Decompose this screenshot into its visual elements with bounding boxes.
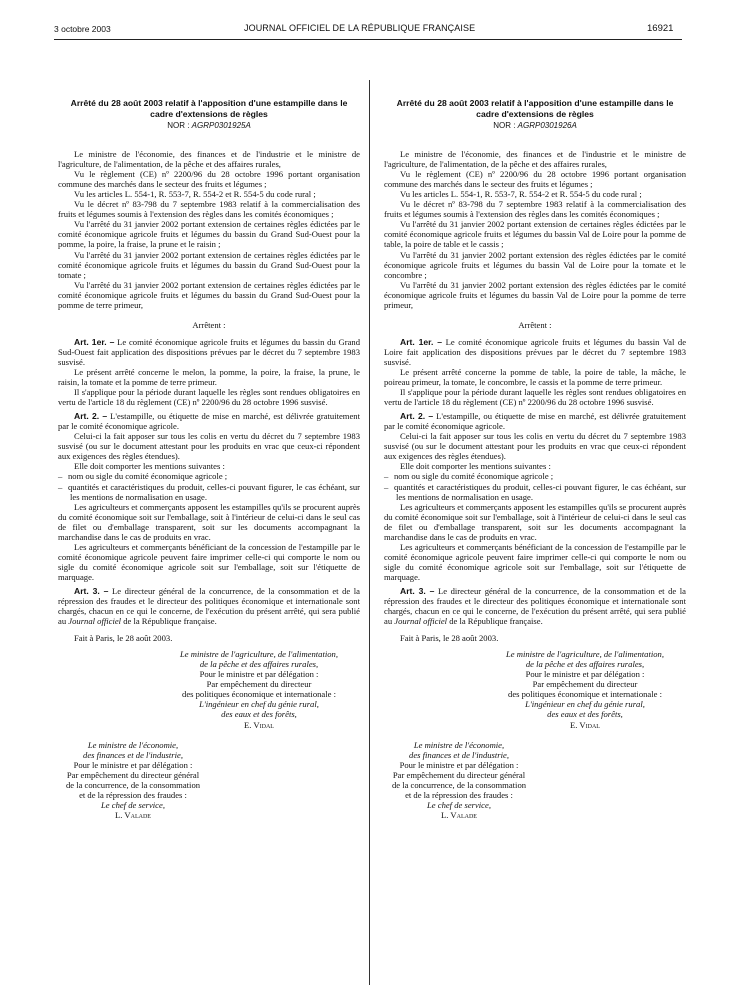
sig-line: de la pêche et des affaires rurales, bbox=[525, 659, 645, 670]
article-3-label: Art. 3. – bbox=[400, 585, 435, 596]
sig-line: L'ingénieur en chef du génie rural, bbox=[525, 699, 645, 710]
visas bbox=[384, 149, 686, 310]
article-1-text: Le comité économique agricole fruits et légumes du bassin du Grand Sud-Ouest fait application des dispositions prévues par le décret du 7 septembre 1983 susvisé. bbox=[58, 336, 360, 367]
issue-date: 3 octobre 2003 bbox=[54, 24, 111, 34]
article-2-para-2: Celui-ci la fait apposer sur tous les colis en vertu du décret du 7 septembre 1983 susvisé (ou sur le document attestant pour les produits en vrac que ceux-ci répondent aux exigences des règles étendues). bbox=[58, 431, 360, 462]
article-1 bbox=[58, 337, 360, 367]
sig-line: de la concurrence, de la consommation bbox=[65, 779, 201, 790]
sig-line: de la pêche et des affaires rurales, bbox=[199, 659, 319, 670]
article-1 bbox=[384, 337, 686, 367]
visa-paragraph: Vu l'arrêté du 31 janvier 2002 portant extension de certaines règles édictées par le comité économique agricole fruits et légumes du bassin du Grand Sud-Ouest pour la tomate ; bbox=[58, 249, 360, 280]
sig-line: Par empêchement du directeur général bbox=[392, 769, 526, 780]
decree-title: Arrêté du 28 août 2003 relatif à l'apposition d'une estampille dans le cadre d'extensions de règles bbox=[396, 98, 674, 119]
nor-label: NOR : bbox=[167, 121, 190, 130]
mention-item: – quantités et caractéristiques du produit, celles-ci pouvant figurer, le cas échéant, sur les mentions de normalisation en usage. bbox=[384, 481, 686, 502]
visa-paragraph: Vu l'arrêté du 31 janvier 2002 portant extension des règles édictées par le comité économique agricole fruits et légumes du bassin Val de Loire pour la tomate et le concombre ; bbox=[384, 249, 686, 280]
sig-line: des eaux et des forêts, bbox=[547, 709, 623, 720]
article-2 bbox=[58, 411, 360, 431]
visa-paragraph: Vu le règlement (CE) nº 2200/96 du 28 octobre 1996 portant organisation commune des marchés dans le secteur des fruits et légumes ; bbox=[384, 169, 686, 190]
sig-line: Le ministre de l'économie, bbox=[413, 739, 505, 750]
article-2-text: L'estampille, ou étiquette de mise en marché, est délivrée gratuitement par le comité économique agricole. bbox=[384, 411, 686, 432]
mention-item-text: quantités et caractéristiques du produit, celles-ci pouvant figurer, le cas échéant, sur les mentions de normalisation en usage. bbox=[394, 481, 686, 502]
arretent: Arrêtent : bbox=[518, 319, 552, 330]
column-divider bbox=[369, 80, 370, 985]
article-2-para-4: Les agriculteurs et commerçants apposent les estampilles qu'ils se procurent auprès du comité économique soit sur l'emballage, soit à l'intérieur de celui-ci dans le seul cas de filet ou d'emballage transparent, soit sur les documents accompagnant la marchandise dans le cas de produits en vrac. bbox=[384, 501, 687, 542]
article-3-end: de la République française. bbox=[123, 616, 217, 627]
nor-label: NOR : bbox=[493, 121, 516, 130]
sig-line: Le ministre de l'agriculture, de l'alimentation, bbox=[180, 649, 338, 660]
visa-paragraph: Vu l'arrêté du 31 janvier 2002 portant extension de certaines règles édictées par le comité économique agricole fruits et légumes du bassin du Grand Sud-Ouest pour la pomme de terre primeur, bbox=[58, 279, 360, 310]
sig-line: de la concurrence, de la consommation bbox=[391, 779, 527, 790]
mention-item-text: nom ou sigle du comité économique agricole ; bbox=[394, 471, 554, 482]
signatory-name: E. Vidal bbox=[244, 719, 274, 730]
sig-line: des politiques économique et internationale : bbox=[182, 689, 336, 700]
sig-line: Pour le ministre et par délégation : bbox=[399, 759, 519, 770]
visa-paragraph: Le ministre de l'économie, des finances et de l'industrie et le ministre de l'agriculture, de l'alimentation, de la pêche et des affaires rurales, bbox=[384, 149, 686, 170]
visa-paragraph: Vu les articles L. 554-1, R. 553-7, R. 554-2 et R. 554-5 du code rural ; bbox=[74, 189, 316, 200]
sig-line: Pour le ministre et par délégation : bbox=[73, 759, 193, 770]
article-3-text: Le directeur général de la concurrence, de la consommation et de la répression des fraudes et le directeur des politiques économique et internationale sont chargés, chacun en ce qui le concerne, de l'exécution du présent arrêté, qui sera publié au bbox=[384, 585, 686, 627]
signatory-name: E. Vidal bbox=[570, 719, 600, 730]
sig-line: Le ministre de l'économie, bbox=[87, 739, 179, 750]
sig-line: Pour le ministre et par délégation : bbox=[525, 669, 645, 680]
article-2-para-2: Celui-ci la fait apposer sur tous les colis en vertu du décret du 7 septembre 1983 susvisé (ou sur le document attestant pour les produits en vrac que ceux-ci répondent aux exigences des règles étendues). bbox=[384, 431, 686, 462]
article-1-para-2: Le présent arrêté concerne la pomme de table, la poire de table, la mâche, le poireau primeur, la tomate, le concombre, le cassis et la pomme de terre primeur. bbox=[384, 366, 686, 388]
arretent: Arrêtent : bbox=[192, 319, 226, 330]
article-2-para-3: Elle doit comporter les mentions suivantes : bbox=[400, 461, 551, 472]
signature-date: Fait à Paris, le 28 août 2003. bbox=[74, 633, 173, 644]
signature-block-agriculture bbox=[484, 649, 686, 729]
sig-line: L'ingénieur en chef du génie rural, bbox=[199, 699, 319, 710]
nor-code: AGRP0301926A bbox=[517, 121, 577, 130]
article-2-label: Art. 2. – bbox=[400, 411, 434, 422]
visa-paragraph: Le ministre de l'économie, des finances et de l'industrie et le ministre de l'agriculture, de l'alimentation, de la pêche et des affaires rurales, bbox=[58, 149, 360, 170]
visa-paragraph: Vu le règlement (CE) nº 2200/96 du 28 octobre 1996 portant organisation commune des marchés dans le secteur des fruits et légumes ; bbox=[58, 169, 360, 190]
visa-paragraph: Vu le décret nº 83-798 du 7 septembre 1983 relatif à la commercialisation des fruits et légumes soumis à l'extension des règles dans les comités économiques ; bbox=[58, 199, 360, 220]
article-3-end: de la République française. bbox=[449, 616, 543, 627]
signature-block-economie bbox=[58, 740, 208, 820]
mention-item: – nom ou sigle du comité économique agricole ; bbox=[384, 471, 554, 482]
decree-title: Arrêté du 28 août 2003 relatif à l'apposition d'une estampille dans le cadre d'extensions de règles bbox=[70, 98, 348, 119]
mention-item-text: nom ou sigle du comité économique agricole ; bbox=[68, 471, 228, 482]
article-2-para-4: Les agriculteurs et commerçants apposent les estampilles qu'ils se procurent auprès du comité économique soit sur l'emballage, soit à l'intérieur de celui-ci dans le seul cas de filet ou d'emballage transparent, soit sur les documents accompagnant la marchandise dans le cas de produits en vrac. bbox=[58, 501, 361, 542]
sig-line: Le ministre de l'agriculture, de l'alimentation, bbox=[506, 649, 664, 660]
sig-line: Par empêchement du directeur général bbox=[66, 769, 200, 780]
nor-reference bbox=[384, 121, 686, 131]
article-2-para-3: Elle doit comporter les mentions suivantes : bbox=[74, 461, 225, 472]
article-2 bbox=[384, 411, 686, 431]
mention-item: – nom ou sigle du comité économique agricole ; bbox=[58, 471, 228, 482]
sig-line: des eaux et des forêts, bbox=[221, 709, 297, 720]
article-3 bbox=[384, 586, 686, 626]
left-column bbox=[58, 98, 360, 820]
article-2-para-5: Les agriculteurs et commerçants bénéficiant de la concession de l'estampille par le comité économique agricole peuvent faire imprimer celle-ci qui comporte le nom ou sigle du comité économique agricole soit sur l'emballage, soit sur l'étiquette de marquage. bbox=[384, 541, 686, 582]
sig-line: Par empêchement du directeur bbox=[206, 679, 312, 690]
article-1-text: Le comité économique agricole fruits et légumes du bassin Val de Loire fait application des dispositions prévues par le décret du 7 septembre 1983 susvisé. bbox=[384, 336, 687, 367]
signature-block-economie bbox=[384, 740, 534, 820]
visa-paragraph: Vu l'arrêté du 31 janvier 2002 portant extension des règles édictées par le comité économique agricole fruits et légumes du bassin Val de Loire pour la pomme de terre primeur, bbox=[384, 279, 686, 310]
article-3-text: Le directeur général de la concurrence, de la consommation et de la répression des fraudes et le directeur des politiques économique et internationale sont chargés, chacun en ce qui le concerne, de l'exécution du présent arrêté, qui sera publié au bbox=[58, 585, 360, 627]
signature-date: Fait à Paris, le 28 août 2003. bbox=[400, 633, 499, 644]
sig-line: Le chef de service, bbox=[101, 799, 165, 810]
visas bbox=[58, 149, 360, 310]
sig-line: Par empêchement du directeur bbox=[532, 679, 638, 690]
nor-reference bbox=[58, 121, 360, 131]
article-2-text: L'estampille, ou étiquette de mise en marché, est délivrée gratuitement par le comité économique agricole. bbox=[58, 411, 360, 432]
mention-item-text: quantités et caractéristiques du produit, celles-ci pouvant figurer, le cas échéant, sur les mentions de normalisation en usage. bbox=[68, 481, 360, 502]
sig-line: des finances et de l'industrie, bbox=[409, 749, 509, 760]
article-1-label: Art. 1er. – bbox=[74, 336, 115, 347]
sig-line: des finances et de l'industrie, bbox=[83, 749, 183, 760]
sig-line: et de la répression des fraudes : bbox=[79, 789, 187, 800]
article-1-para-2: Le présent arrêté concerne le melon, la pomme, la poire, la fraise, la prune, le raisin, la tomate et la pomme de terre primeur. bbox=[58, 366, 360, 388]
page-header bbox=[0, 22, 748, 38]
article-3 bbox=[58, 586, 360, 626]
header-rule bbox=[54, 39, 682, 40]
visa-paragraph: Vu les articles L. 554-1, R. 553-7, R. 554-2 et R. 554-5 du code rural ; bbox=[400, 189, 642, 200]
visa-paragraph: Vu le décret nº 83-798 du 7 septembre 1983 relatif à la commercialisation des fruits et légumes soumis à l'extension des règles dans les comités économiques ; bbox=[384, 199, 686, 220]
article-3-label: Art. 3. – bbox=[74, 585, 109, 596]
page-number: 16921 bbox=[647, 23, 674, 34]
visa-paragraph: Vu l'arrêté du 31 janvier 2002 portant extension de certaines règles édictées par le comité économique agricole fruits et légumes du bassin du Grand Sud-Ouest pour la pomme, la poire, la fraise, la prune et le raisin ; bbox=[58, 219, 360, 250]
article-2-para-5: Les agriculteurs et commerçants bénéficiant de la concession de l'estampille par le comité économique agricole peuvent faire imprimer celle-ci qui comporte le nom ou sigle du comité économique agricole soit sur l'emballage, soit sur l'étiquette de marquage. bbox=[58, 541, 360, 582]
sig-line: et de la répression des fraudes : bbox=[405, 789, 513, 800]
visa-paragraph: Vu l'arrêté du 31 janvier 2002 portant extension de certaines règles édictées par le comité économique agricole fruits et légumes du bassin Val de Loire pour la pomme de table, la poire de table et le cassis ; bbox=[384, 219, 686, 250]
sig-line: Pour le ministre et par délégation : bbox=[199, 669, 319, 680]
journal-officiel: Journal officiel bbox=[394, 616, 448, 627]
journal-title: JOURNAL OFFICIEL DE LA RÉPUBLIQUE FRANÇAISE bbox=[244, 23, 476, 33]
sig-line: Le chef de service, bbox=[427, 799, 491, 810]
signatory-name: L. Valade bbox=[441, 809, 477, 820]
sig-line: des politiques économique et internationale : bbox=[508, 689, 662, 700]
nor-code: AGRP0301925A bbox=[191, 121, 251, 130]
article-1-label: Art. 1er. – bbox=[400, 336, 443, 347]
journal-officiel: Journal officiel bbox=[68, 616, 122, 627]
article-2-label: Art. 2. – bbox=[74, 411, 108, 422]
right-column bbox=[384, 98, 686, 820]
signature-block-agriculture bbox=[158, 649, 360, 729]
mention-item: – quantités et caractéristiques du produit, celles-ci pouvant figurer, le cas échéant, sur les mentions de normalisation en usage. bbox=[58, 481, 360, 502]
article-1-para-3: Il s'applique pour la période durant laquelle les règles sont rendues obligatoires en vertu de l'article 18 du règlement (CE) nº 2200/96 du 28 octobre 1996 susvisé. bbox=[58, 387, 360, 408]
article-1-para-3: Il s'applique pour la période durant laquelle les règles sont rendues obligatoires en vertu de l'article 18 du règlement (CE) nº 2200/96 du 28 octobre 1996 susvisé. bbox=[384, 387, 686, 408]
signatory-name: L. Valade bbox=[115, 809, 151, 820]
